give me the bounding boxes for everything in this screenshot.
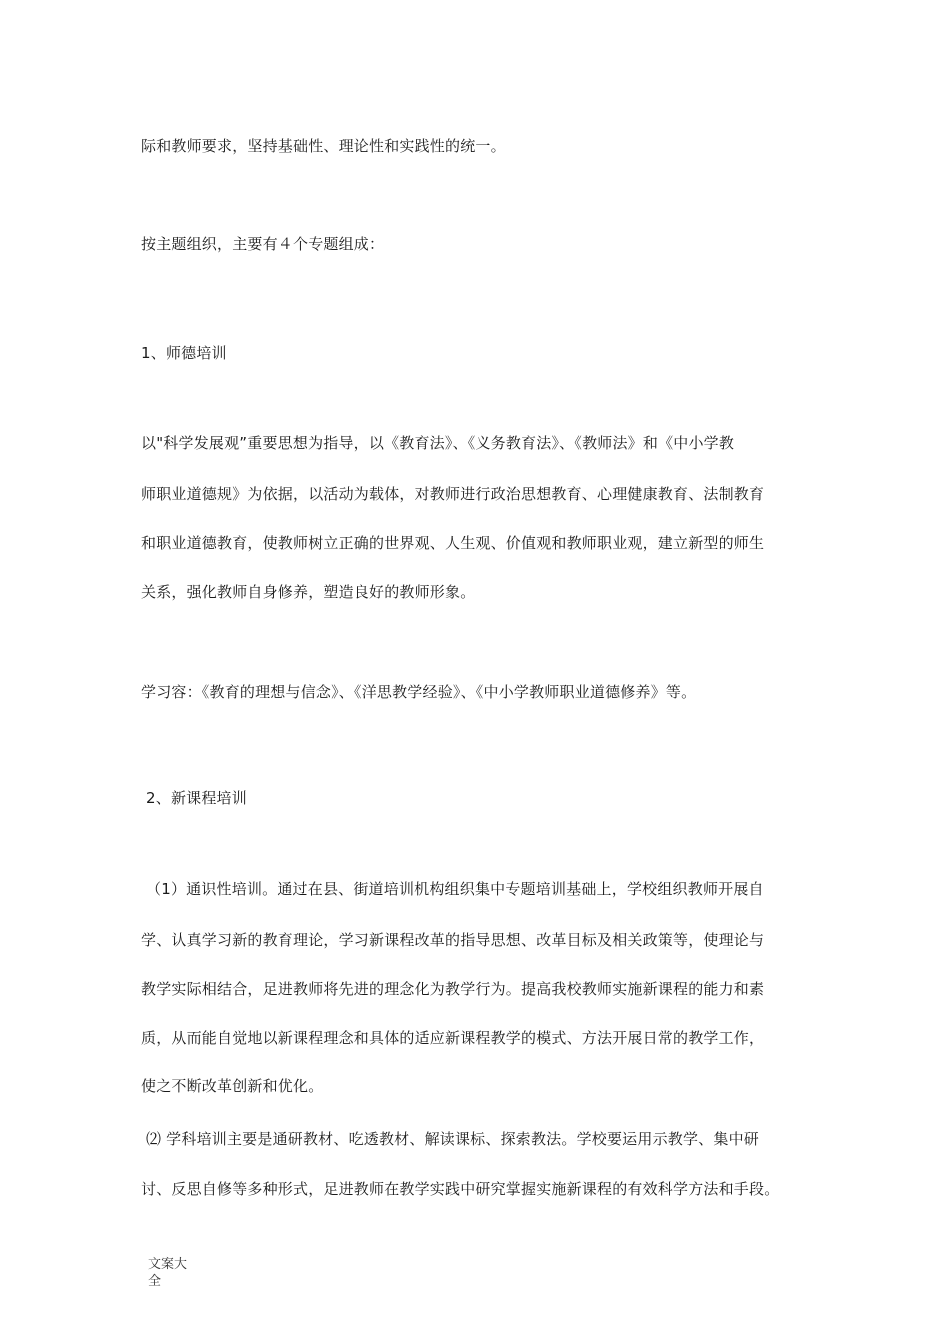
paragraph-line: 和职业道德教育，使教师树立正确的世界观、人生观、价值观和教师职业观，建立新型的师生 [141, 534, 765, 552]
paragraph-line: 师职业道德规》为依据，以活动为载体，对教师进行政治思想教育、心理健康教育、法制教育 [141, 485, 765, 503]
paragraph-line: 按主题组织，主要有４个专题组成： [141, 235, 385, 253]
paragraph-line: 际和教师要求，坚持基础性、理论性和实践性的统一。 [141, 137, 506, 155]
paragraph-line: ⑵ 学科培训主要是通研教材、吃透教材、解读课标、探索教法。学校要运用示教学、集中研 [146, 1130, 759, 1148]
paragraph-line: 学习容：《教育的理想与信念》、《洋思教学经验》、《中小学教师职业道德修养》等。 [141, 683, 697, 701]
paragraph-line: 使之不断改革创新和优化。 [141, 1077, 324, 1095]
paragraph-line: 质，从而能自觉地以新课程理念和具体的适应新课程教学的模式、方法开展日常的教学工作， [141, 1029, 765, 1047]
paragraph-line: 学、认真学习新的教育理论，学习新课程改革的指导思想、改革目标及相关政策等，使理论与 [141, 931, 765, 949]
paragraph-line: 讨、反思自修等多种形式，足进教师在教学实践中研究掌握实施新课程的有效科学方法和手段。 [141, 1180, 780, 1198]
paragraph-line: 教学实际相结合，足进教师将先进的理念化为教学行为。提高我校教师实施新课程的能力和素 [141, 980, 765, 998]
section-heading: 2、新课程培训 [146, 789, 247, 807]
paragraph-line: 关系，强化教师自身修养，塑造良好的教师形象。 [141, 583, 476, 601]
section-heading: 1、师德培训 [141, 344, 227, 362]
paragraph-line: （1）通识性培训。通过在县、街道培训机构组织集中专题培训基础上，学校组织教师开展自 [146, 880, 764, 898]
page-footer: 文案大全 [148, 1257, 188, 1289]
paragraph-line: 以"科学发展观”重要思想为指导，以《教育法》、《义务教育法》、《教师法》和《中小学教 [141, 434, 735, 452]
